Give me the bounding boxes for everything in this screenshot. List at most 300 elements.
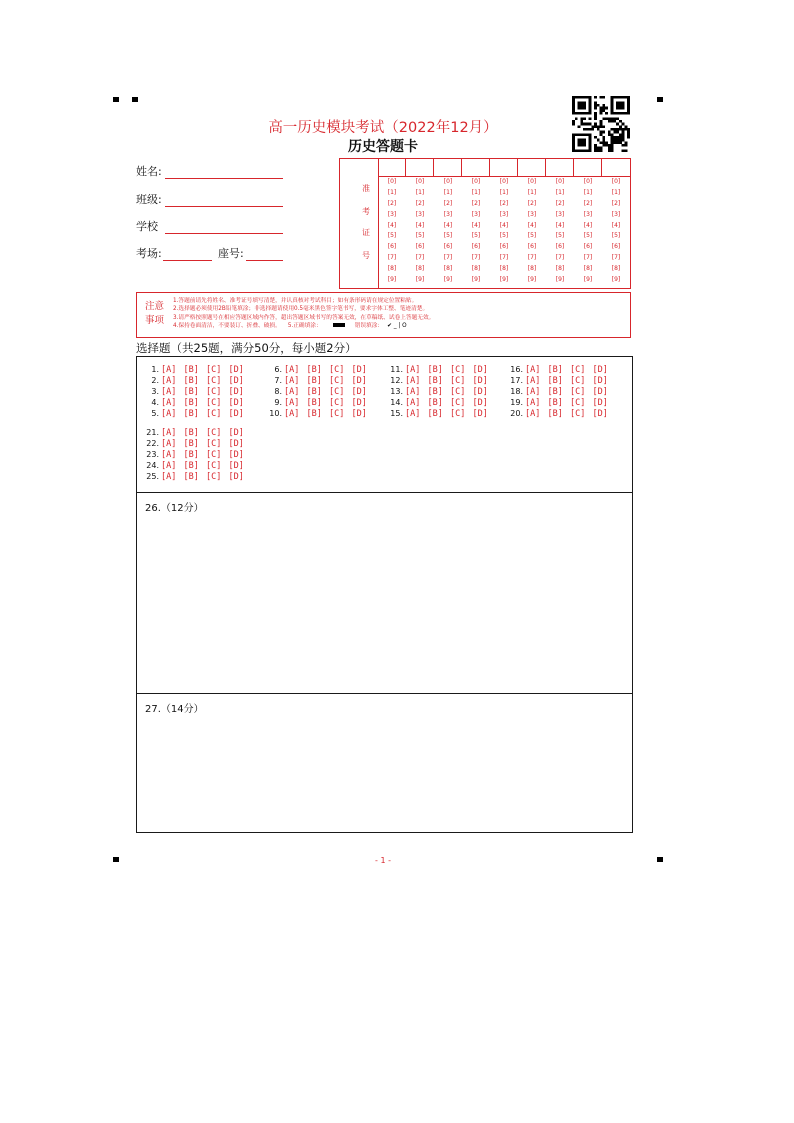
qr-module bbox=[622, 107, 625, 110]
option-bubble-a: [A] bbox=[161, 438, 177, 449]
answer-box bbox=[136, 356, 633, 833]
qr-module bbox=[591, 125, 594, 128]
qr-module bbox=[627, 101, 630, 104]
qr-module bbox=[611, 99, 614, 102]
qr-module bbox=[619, 112, 622, 115]
qr-module bbox=[594, 115, 597, 118]
qr-module bbox=[597, 147, 600, 150]
qr-module bbox=[600, 141, 603, 144]
admission-digit-bubble: [5] bbox=[555, 232, 565, 240]
question-number: 19. bbox=[510, 397, 523, 407]
question-number: 23. bbox=[146, 449, 159, 459]
qr-module bbox=[619, 136, 622, 139]
qr-module bbox=[583, 112, 586, 115]
admission-write-cell bbox=[406, 159, 434, 176]
admission-digit-bubble: [7] bbox=[499, 254, 509, 262]
option-bubble-d: [D] bbox=[351, 375, 367, 386]
option-bubble-b: [B] bbox=[306, 365, 322, 375]
school-field-line bbox=[165, 233, 283, 234]
note-line-1: 1.答题前请先将姓名、准考证号填写清楚，并认真核对考试科目；如有条形码请在规定位置粘贴。 bbox=[173, 298, 418, 304]
option-bubble-a: [A] bbox=[405, 408, 421, 419]
option-bubble-c: [C] bbox=[450, 408, 466, 419]
qr-module bbox=[627, 99, 630, 102]
qr-module bbox=[572, 107, 575, 110]
option-bubble-a: [A] bbox=[284, 408, 300, 419]
qr-module bbox=[619, 101, 622, 104]
choice-section-heading: 选择题（共25题，满分50分，每小题2分） bbox=[136, 341, 357, 355]
qr-module bbox=[611, 149, 614, 152]
option-bubble-a: [A] bbox=[525, 365, 541, 375]
note-line-2: 2.选择题必须使用2B铅笔填涂；非选择题请使用0.5毫米黑色签字笔书写，要求字体工整、笔迹清楚。 bbox=[173, 306, 429, 313]
option-bubble-b: [B] bbox=[183, 428, 199, 438]
question-number: 3. bbox=[151, 386, 159, 396]
qr-module bbox=[583, 104, 586, 107]
question-26-label: 26.（12分） bbox=[145, 503, 204, 514]
qr-module bbox=[622, 144, 625, 147]
admission-label-char: 考 bbox=[362, 207, 370, 216]
option-bubble-d: [D] bbox=[228, 471, 244, 482]
qr-module bbox=[583, 96, 586, 99]
wrong-fill-marks: ✔ _ | O bbox=[387, 322, 407, 329]
note-line-4-text: 4.保持卷面清洁，不要装订、折叠、破损。 bbox=[173, 322, 281, 329]
qr-module bbox=[589, 149, 592, 152]
qr-module bbox=[589, 147, 592, 150]
question-number: 9. bbox=[274, 397, 282, 407]
qr-module bbox=[583, 141, 586, 144]
admission-digit-bubble: [7] bbox=[555, 254, 565, 262]
note-line-4 bbox=[173, 322, 434, 330]
option-bubble-c: [C] bbox=[206, 397, 222, 408]
option-bubble-c: [C] bbox=[206, 375, 222, 386]
qr-module bbox=[589, 107, 592, 110]
admission-digit-bubble: [9] bbox=[499, 276, 509, 284]
seat-field-line bbox=[246, 260, 283, 261]
option-bubble-c: [C] bbox=[206, 386, 222, 397]
qr-module bbox=[605, 144, 608, 147]
option-bubble-b: [B] bbox=[547, 386, 563, 397]
option-bubble-b: [B] bbox=[427, 397, 443, 408]
qr-module bbox=[572, 149, 575, 152]
admission-digit-bubble: [3] bbox=[611, 210, 621, 218]
choice-question bbox=[256, 387, 386, 397]
option-bubble-c: [C] bbox=[450, 365, 466, 375]
qr-module bbox=[578, 96, 581, 99]
admission-write-cell bbox=[434, 159, 462, 176]
qr-module bbox=[578, 133, 581, 136]
qr-module bbox=[613, 131, 616, 134]
qr-module bbox=[602, 125, 605, 128]
qr-module bbox=[580, 104, 583, 107]
option-bubble-c: [C] bbox=[206, 438, 222, 449]
admission-digit-bubble: [5] bbox=[471, 232, 481, 240]
admission-digit-bubble: [8] bbox=[611, 265, 621, 273]
qr-module bbox=[586, 149, 589, 152]
qr-module bbox=[622, 128, 625, 131]
qr-module bbox=[602, 104, 605, 107]
qr-module bbox=[589, 136, 592, 139]
qr-module bbox=[580, 123, 583, 126]
qr-module bbox=[572, 120, 575, 123]
admission-digit-bubble: [6] bbox=[611, 243, 621, 251]
option-bubble-d: [D] bbox=[228, 460, 244, 471]
option-bubble-a: [A] bbox=[284, 365, 300, 375]
choice-question bbox=[256, 398, 386, 408]
admission-digit-bubble: [7] bbox=[611, 254, 621, 262]
qr-module bbox=[602, 96, 605, 99]
option-bubble-d: [D] bbox=[351, 408, 367, 419]
question-number: 21. bbox=[146, 428, 159, 437]
qr-module bbox=[597, 139, 600, 142]
admission-write-row bbox=[378, 159, 630, 177]
qr-module bbox=[627, 107, 630, 110]
qr-module bbox=[600, 109, 603, 112]
qr-module bbox=[613, 117, 616, 120]
qr-module bbox=[580, 141, 583, 144]
admission-label-char: 准 bbox=[362, 184, 370, 193]
option-bubble-a: [A] bbox=[525, 397, 541, 408]
admission-digit-column bbox=[518, 177, 546, 286]
notes-label-line-2: 事项 bbox=[145, 315, 165, 326]
admission-write-cell bbox=[518, 159, 546, 176]
qr-module bbox=[605, 141, 608, 144]
option-bubble-b: [B] bbox=[306, 375, 322, 386]
choice-question bbox=[133, 439, 263, 449]
question-number: 10. bbox=[269, 408, 282, 418]
admission-digit-bubble: [7] bbox=[443, 254, 453, 262]
option-bubble-a: [A] bbox=[161, 428, 177, 438]
admission-write-cell bbox=[378, 159, 406, 176]
admission-digit-bubble: [0] bbox=[499, 178, 509, 185]
qr-module bbox=[594, 125, 597, 128]
qr-module bbox=[608, 120, 611, 123]
notes-box bbox=[136, 292, 631, 338]
admission-digit-bubble: [2] bbox=[471, 199, 481, 207]
choice-question bbox=[497, 365, 627, 375]
qr-module bbox=[611, 133, 614, 136]
qr-module bbox=[613, 96, 616, 99]
admission-digit-bubble: [4] bbox=[415, 221, 425, 229]
qr-module bbox=[594, 101, 597, 104]
admission-digit-bubble: [8] bbox=[387, 265, 397, 273]
option-bubble-c: [C] bbox=[329, 386, 345, 397]
qr-module bbox=[580, 133, 583, 136]
qr-module bbox=[589, 139, 592, 142]
admission-digit-bubble: [2] bbox=[555, 199, 565, 207]
qr-module bbox=[616, 104, 619, 107]
qr-module bbox=[600, 125, 603, 128]
option-bubble-c: [C] bbox=[206, 428, 222, 438]
correct-fill-sample bbox=[333, 323, 345, 327]
option-bubble-b: [B] bbox=[547, 408, 563, 419]
admission-label-char: 证 bbox=[362, 228, 370, 237]
qr-module bbox=[589, 128, 592, 131]
option-bubble-c: [C] bbox=[329, 397, 345, 408]
admission-digit-bubble: [0] bbox=[471, 178, 481, 185]
admission-digit-bubble: [8] bbox=[583, 265, 593, 273]
qr-module bbox=[602, 109, 605, 112]
qr-module bbox=[611, 144, 614, 147]
admission-digit-bubble: [6] bbox=[527, 243, 537, 251]
qr-module bbox=[594, 112, 597, 115]
admission-write-cell bbox=[546, 159, 574, 176]
qr-module bbox=[622, 101, 625, 104]
qr-module bbox=[602, 107, 605, 110]
qr-module bbox=[578, 139, 581, 142]
qr-module bbox=[624, 141, 627, 144]
qr-module bbox=[572, 139, 575, 142]
option-bubble-b: [B] bbox=[427, 365, 443, 375]
qr-module bbox=[600, 120, 603, 123]
admission-digit-bubble: [9] bbox=[611, 276, 621, 284]
option-bubble-b: [B] bbox=[306, 408, 322, 419]
option-bubble-b: [B] bbox=[183, 386, 199, 397]
option-bubble-c: [C] bbox=[206, 471, 222, 482]
qr-module bbox=[594, 117, 597, 120]
option-bubble-a: [A] bbox=[161, 375, 177, 386]
qr-module bbox=[619, 125, 622, 128]
qr-module bbox=[624, 128, 627, 131]
qr-module bbox=[575, 96, 578, 99]
qr-module bbox=[597, 128, 600, 131]
admission-label-char: 号 bbox=[362, 251, 370, 260]
qr-module bbox=[605, 117, 608, 120]
qr-module bbox=[624, 144, 627, 147]
option-bubble-c: [C] bbox=[450, 386, 466, 397]
note-line-3: 3.请严格按照题号在相应答题区域内作答，超出答题区域书写的答案无效，在草稿纸、试卷上答题无效。 bbox=[173, 314, 435, 321]
admission-digit-bubble: [9] bbox=[527, 276, 537, 284]
qr-module bbox=[572, 147, 575, 150]
qr-module bbox=[605, 112, 608, 115]
qr-module bbox=[597, 125, 600, 128]
qr-module bbox=[589, 117, 592, 120]
qr-module bbox=[591, 128, 594, 131]
qr-module bbox=[627, 96, 630, 99]
option-bubble-b: [B] bbox=[306, 386, 322, 397]
option-bubble-d: [D] bbox=[592, 397, 608, 408]
option-bubble-a: [A] bbox=[161, 386, 177, 397]
qr-module bbox=[589, 112, 592, 115]
name-field-line bbox=[165, 178, 283, 179]
choice-question bbox=[133, 387, 263, 397]
admission-digit-bubble: [7] bbox=[415, 254, 425, 262]
option-bubble-c: [C] bbox=[206, 365, 222, 375]
admission-digit-bubble: [2] bbox=[611, 199, 621, 207]
exam-room-field-line bbox=[163, 260, 212, 261]
question-number: 22. bbox=[146, 438, 159, 448]
qr-module bbox=[619, 120, 622, 123]
qr-module bbox=[616, 123, 619, 126]
qr-module bbox=[611, 107, 614, 110]
choice-question bbox=[377, 398, 507, 408]
qr-module bbox=[627, 131, 630, 134]
qr-module bbox=[580, 139, 583, 142]
admission-write-cell bbox=[574, 159, 602, 176]
question-number: 11. bbox=[390, 365, 403, 374]
qr-module bbox=[608, 144, 611, 147]
qr-module bbox=[616, 101, 619, 104]
qr-module bbox=[583, 107, 586, 110]
qr-module bbox=[608, 133, 611, 136]
option-bubble-c: [C] bbox=[570, 386, 586, 397]
qr-module bbox=[611, 112, 614, 115]
admission-digit-bubble: [0] bbox=[387, 178, 397, 185]
qr-module bbox=[572, 141, 575, 144]
qr-module bbox=[616, 141, 619, 144]
qr-module bbox=[627, 133, 630, 136]
qr-module bbox=[572, 123, 575, 126]
corner-mark-bottom-right bbox=[657, 857, 663, 862]
admission-digit-bubble: [4] bbox=[583, 221, 593, 229]
question-27-label: 27.（14分） bbox=[145, 704, 204, 715]
admission-digit-bubble: [6] bbox=[471, 243, 481, 251]
corner-mark-top-left-2 bbox=[132, 97, 138, 102]
option-bubble-b: [B] bbox=[427, 375, 443, 386]
qr-module bbox=[586, 128, 589, 131]
qr-module bbox=[594, 149, 597, 152]
qr-module bbox=[608, 147, 611, 150]
question-number: 7. bbox=[274, 375, 282, 385]
admission-digit-bubble: [8] bbox=[555, 265, 565, 273]
admission-digit-bubble: [1] bbox=[527, 188, 537, 196]
admission-digit-bubble: [9] bbox=[583, 276, 593, 284]
qr-module bbox=[616, 117, 619, 120]
qr-module bbox=[608, 117, 611, 120]
question-27-area bbox=[137, 694, 632, 832]
qr-module bbox=[616, 136, 619, 139]
admission-digit-bubble: [8] bbox=[499, 265, 509, 273]
qr-module bbox=[624, 149, 627, 152]
option-bubble-a: [A] bbox=[161, 397, 177, 408]
option-bubble-b: [B] bbox=[183, 438, 199, 449]
option-bubble-d: [D] bbox=[472, 375, 488, 386]
qr-module bbox=[583, 133, 586, 136]
admission-digit-bubble: [1] bbox=[471, 188, 481, 196]
option-bubble-d: [D] bbox=[228, 428, 244, 438]
qr-module bbox=[572, 96, 575, 99]
admission-digit-bubble: [4] bbox=[499, 221, 509, 229]
class-label: 班级: bbox=[136, 193, 162, 206]
admission-digit-bubble: [4] bbox=[611, 221, 621, 229]
qr-module bbox=[619, 104, 622, 107]
qr-module bbox=[575, 112, 578, 115]
option-bubble-b: [B] bbox=[547, 397, 563, 408]
question-number: 15. bbox=[390, 408, 403, 418]
option-bubble-d: [D] bbox=[228, 386, 244, 397]
qr-code bbox=[572, 96, 630, 152]
qr-module bbox=[616, 128, 619, 131]
option-bubble-c: [C] bbox=[570, 375, 586, 386]
qr-module bbox=[583, 139, 586, 142]
option-bubble-a: [A] bbox=[405, 375, 421, 386]
choice-question bbox=[377, 387, 507, 397]
admission-digit-bubble: [2] bbox=[583, 199, 593, 207]
qr-module bbox=[580, 107, 583, 110]
qr-module bbox=[589, 144, 592, 147]
option-bubble-c: [C] bbox=[329, 375, 345, 386]
admission-digit-bubble: [9] bbox=[415, 276, 425, 284]
admission-digit-bubble: [3] bbox=[555, 210, 565, 218]
qr-module bbox=[583, 123, 586, 126]
admission-digit-bubble: [5] bbox=[415, 232, 425, 240]
qr-module bbox=[575, 133, 578, 136]
choice-question bbox=[497, 387, 627, 397]
qr-module bbox=[624, 96, 627, 99]
qr-module bbox=[622, 112, 625, 115]
question-number: 20. bbox=[510, 408, 523, 418]
qr-module bbox=[594, 107, 597, 110]
qr-module bbox=[616, 139, 619, 142]
question-number: 4. bbox=[151, 397, 159, 407]
qr-module bbox=[624, 112, 627, 115]
admission-digit-bubble: [5] bbox=[443, 232, 453, 240]
admission-digit-column bbox=[490, 177, 518, 286]
exam-room-label: 考场: bbox=[136, 247, 162, 260]
option-bubble-b: [B] bbox=[183, 449, 199, 460]
qr-module bbox=[580, 112, 583, 115]
option-bubble-b: [B] bbox=[427, 386, 443, 397]
qr-module bbox=[586, 96, 589, 99]
qr-module bbox=[580, 144, 583, 147]
corner-mark-bottom-left bbox=[113, 857, 119, 862]
qr-module bbox=[589, 101, 592, 104]
admission-digit-bubble: [8] bbox=[527, 265, 537, 273]
option-bubble-a: [A] bbox=[284, 386, 300, 397]
option-bubble-d: [D] bbox=[472, 397, 488, 408]
admission-digit-bubble: [8] bbox=[443, 265, 453, 273]
admission-digit-bubble: [1] bbox=[387, 188, 397, 196]
option-bubble-d: [D] bbox=[592, 375, 608, 386]
option-bubble-b: [B] bbox=[306, 397, 322, 408]
qr-module bbox=[622, 133, 625, 136]
choice-question bbox=[256, 376, 386, 386]
qr-module bbox=[622, 149, 625, 152]
admission-digit-bubble: [3] bbox=[471, 210, 481, 218]
qr-module bbox=[586, 112, 589, 115]
admission-digit-bubble: [0] bbox=[527, 178, 537, 185]
exam-title: 高一历史模块考试（2022年12月） bbox=[268, 120, 498, 136]
question-number: 8. bbox=[274, 386, 282, 396]
qr-module bbox=[622, 136, 625, 139]
qr-module bbox=[580, 117, 583, 120]
admission-digit-bubble: [6] bbox=[499, 243, 509, 251]
admission-number-grid bbox=[339, 158, 631, 289]
qr-module bbox=[602, 131, 605, 134]
question-number: 18. bbox=[510, 386, 523, 396]
qr-module bbox=[627, 128, 630, 131]
option-bubble-b: [B] bbox=[183, 471, 199, 482]
option-bubble-d: [D] bbox=[228, 449, 244, 460]
qr-module bbox=[611, 136, 614, 139]
option-bubble-b: [B] bbox=[183, 375, 199, 386]
admission-digit-bubble: [1] bbox=[555, 188, 565, 196]
option-bubble-a: [A] bbox=[161, 449, 177, 460]
choice-question bbox=[133, 472, 263, 482]
qr-module bbox=[627, 112, 630, 115]
choice-question bbox=[133, 409, 263, 419]
option-bubble-c: [C] bbox=[450, 375, 466, 386]
qr-module bbox=[619, 133, 622, 136]
qr-module bbox=[611, 120, 614, 123]
admission-digit-column bbox=[602, 177, 630, 286]
corner-mark-top-left-1 bbox=[113, 97, 119, 102]
qr-module bbox=[619, 107, 622, 110]
option-bubble-c: [C] bbox=[206, 408, 222, 419]
option-bubble-b: [B] bbox=[427, 408, 443, 419]
qr-module bbox=[572, 133, 575, 136]
qr-module bbox=[578, 141, 581, 144]
qr-module bbox=[594, 144, 597, 147]
choice-question bbox=[256, 365, 386, 375]
